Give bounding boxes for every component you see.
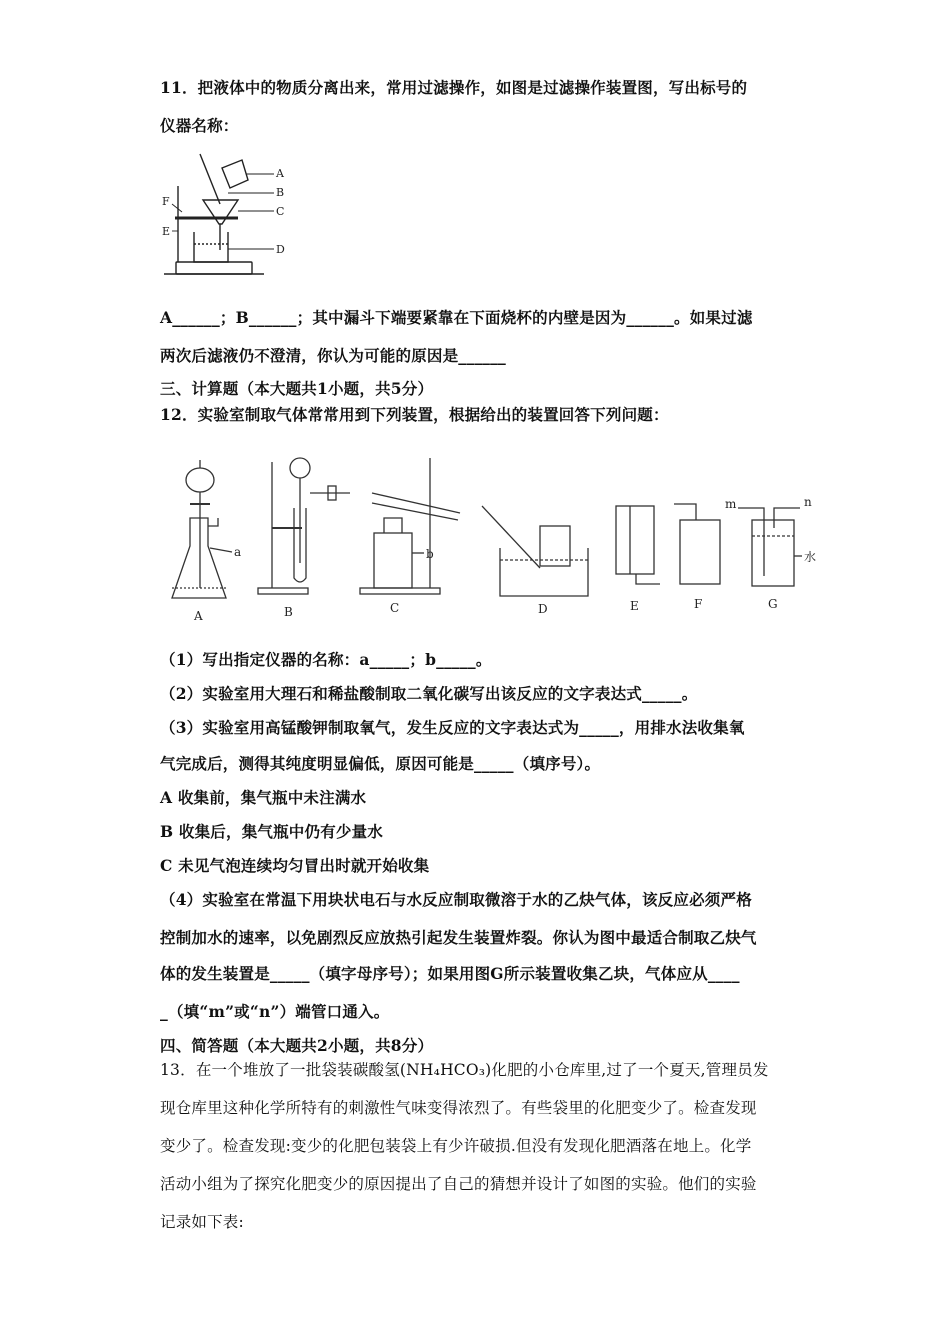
apparatus-label-G: G (768, 597, 778, 611)
label-n: n (804, 495, 812, 509)
q12-part1: （1）写出指定仪器的名称：a_____；b_____。 (160, 650, 492, 669)
label-E: E (162, 225, 171, 238)
label-C: C (276, 205, 285, 218)
label-b: b (426, 547, 434, 561)
label-a: a (234, 545, 242, 559)
label-B: B (276, 186, 285, 199)
q13-line3: 变少了。检查发现:变少的化肥包装袋上有少许破损.但没有发现化肥酒落在地上。化学 (160, 1137, 752, 1155)
filtration-diagram (158, 146, 298, 282)
option-B: B 收集后，集气瓶中仍有少量水 (160, 822, 383, 841)
q12-part2: （2）实验室用大理石和稀盐酸制取二氧化碳写出该反应的文字表达式_____。 (160, 684, 698, 703)
q13-line4: 活动小组为了探究化肥变少的原因提出了自己的猜想并设计了如图的实验。他们的实验 (160, 1175, 757, 1193)
q12-part3-a: （3）实验室用高锰酸钾制取氧气，发生反应的文字表达式为_____，用排水法收集氧 (160, 718, 745, 737)
q12-intro: 12．实验室制取气体常常用到下列装置，根据给出的装置回答下列问题： (160, 405, 669, 424)
q13-line2: 现仓库里这种化学所特有的刺激性气味变得浓烈了。有些袋里的化肥变少了。检查发现 (160, 1099, 757, 1117)
label-D: D (276, 243, 285, 256)
option-A: A 收集前，集气瓶中未注满水 (160, 788, 367, 807)
apparatus-label-E: E (630, 599, 639, 613)
q11-line1: 11．把液体中的物质分离出来，常用过滤操作，如图是过滤操作装置图，写出标号的 (160, 78, 748, 97)
apparatus-label-D: D (538, 602, 548, 616)
apparatus-label-A: A (194, 609, 203, 623)
label-F: F (162, 195, 170, 208)
label-water: 水 (804, 550, 817, 564)
q11-line2: 仪器名称： (160, 116, 239, 135)
option-C: C 未见气泡连续均匀冒出时就开始收集 (160, 856, 430, 875)
label-A: A (276, 167, 284, 180)
q11-line3: A______；B______；其中漏斗下端要紧靠在下面烧杯的内壁是因为______。如果过滤 (160, 308, 753, 327)
q12-part4-b: 控制加水的速率，以免剧烈反应放热引起发生装置炸裂。你认为图中最适合制取乙炔气 (160, 928, 757, 947)
apparatus-label-C: C (390, 601, 400, 615)
q13-line5: 记录如下表: (160, 1213, 244, 1231)
q12-part3-b: 气完成后，测得其纯度明显偏低，原因可能是_____（填序号）。 (160, 754, 601, 773)
apparatus-diagram (160, 448, 820, 626)
section3-heading: 三、计算题（本大题共1小题，共5分） (160, 379, 434, 398)
label-m: m (725, 497, 737, 511)
apparatus-label-B: B (284, 605, 293, 619)
q11-line4: 两次后滤液仍不澄清，你认为可能的原因是______ (160, 346, 507, 365)
section4-heading: 四、简答题（本大题共2小题，共8分） (160, 1036, 434, 1055)
apparatus-label-F: F (694, 597, 703, 611)
q12-part4-a: （4）实验室在常温下用块状电石与水反应制取微溶于水的乙炔气体，该反应必须严格 (160, 890, 752, 909)
q12-part4-c: 体的发生装置是_____（填字母序号）；如果用图G所示装置收集乙块，气体应从____ (160, 964, 740, 983)
q12-part4-d: _（填“m”或“n”）端管口通入。 (160, 1002, 390, 1021)
q13-line1: 13．在一个堆放了一批袋装碳酸氢(NH₄HCO₃)化肥的小仓库里,过了一个夏天,管理员发 (160, 1061, 769, 1079)
